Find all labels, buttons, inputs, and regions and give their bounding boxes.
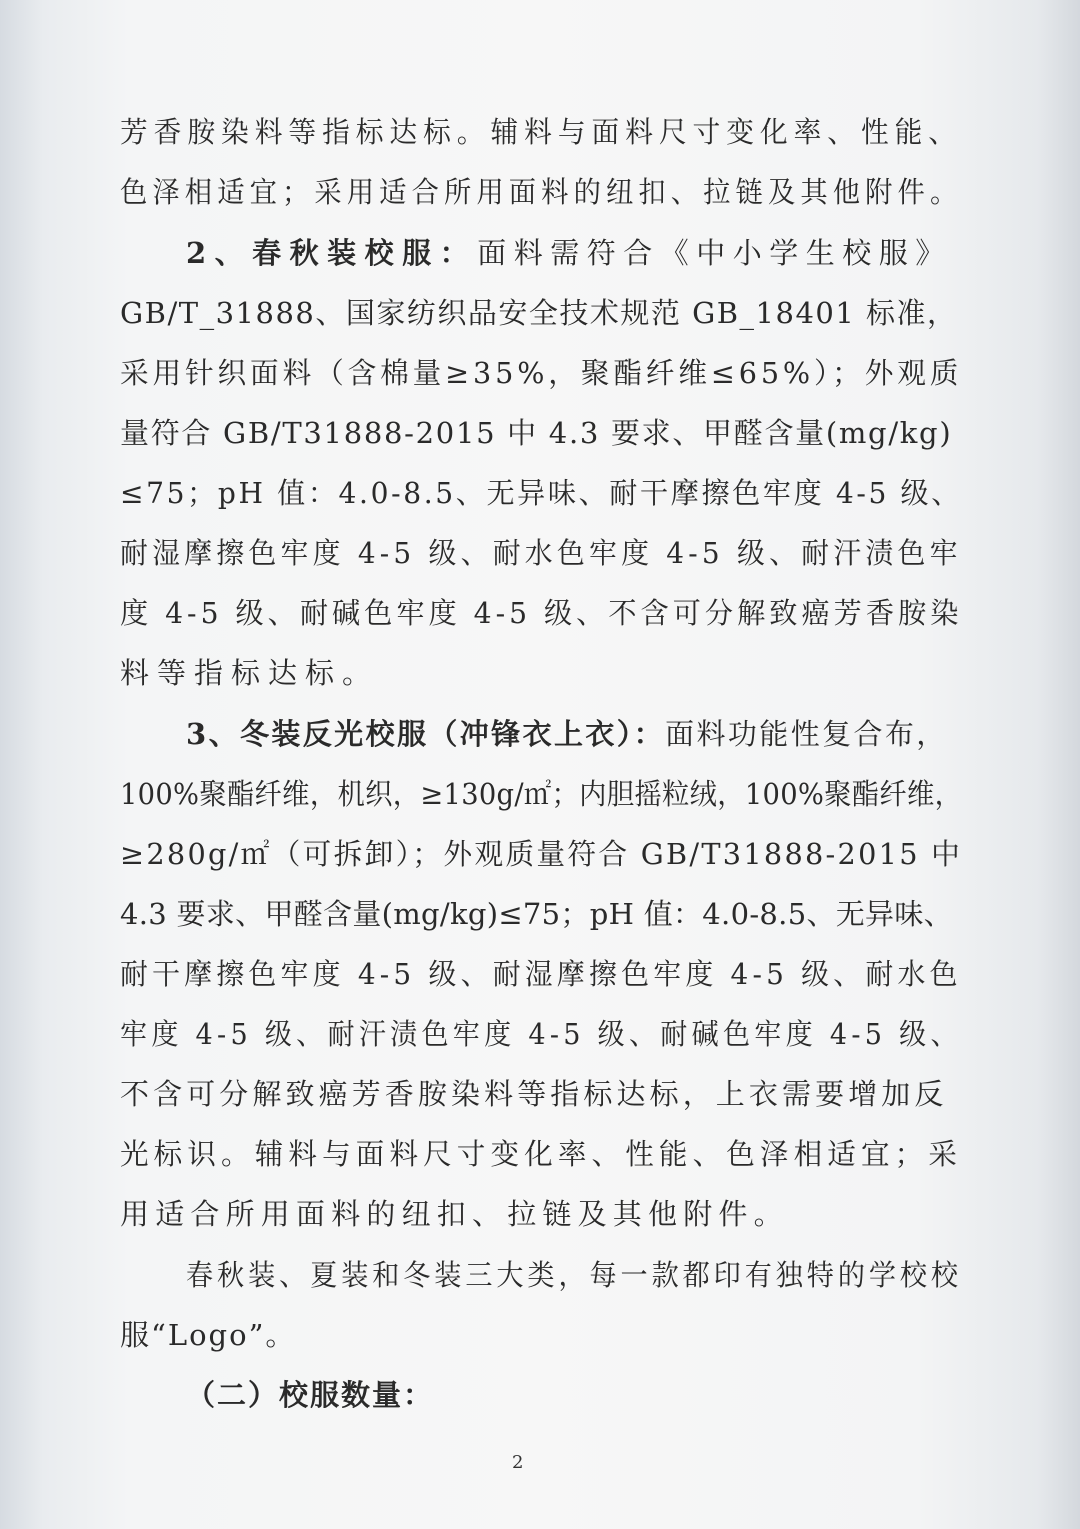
text-line: 料等指标达标。 [120, 656, 380, 690]
text-line: 量符合 GB/T31888-2015 中 4.3 要求、甲醛含量(mg/kg) [120, 416, 953, 450]
text-line: 牢度 4-5 级、耐汗渍色牢度 4-5 级、耐碱色牢度 4-5 级、 [120, 1017, 962, 1051]
section-2-heading: 2、春秋装校服： [186, 236, 478, 270]
text-line: 芳香胺染料等指标达标。辅料与面料尺寸变化率、性能、 [120, 115, 962, 149]
text-line: 耐湿摩擦色牢度 4-5 级、耐水色牢度 4-5 级、耐汗渍色牢 [120, 536, 962, 570]
text-line: 不含可分解致癌芳香胺染料等指标达标，上衣需要增加反 [120, 1077, 948, 1111]
text-line: 度 4-5 级、耐碱色牢度 4-5 级、不含可分解致癌芳香胺染 [120, 596, 963, 630]
section-2-text: 面料需符合《中小学生校服》 [477, 236, 952, 270]
text-line: ≥280g/㎡（可拆卸）；外观质量符合 GB/T31888-2015 中 [120, 837, 963, 871]
section-heading-quantity: （二）校服数量： [186, 1378, 435, 1412]
section-3-heading: 3、冬装反光校服（冲锋衣上衣）： [186, 717, 666, 751]
text-line: 春秋装、夏装和冬装三大类，每一款都印有独特的学校校 [186, 1258, 962, 1292]
text-line: 服“Logo”。 [120, 1318, 297, 1352]
text-line: GB/T_31888、国家纺织品安全技术规范 GB_18401 标准， [120, 296, 958, 330]
text-line: 光标识。辅料与面料尺寸变化率、性能、色泽相适宜；采 [120, 1137, 963, 1171]
text-line: 耐干摩擦色牢度 4-5 级、耐湿摩擦色牢度 4-5 级、耐水色 [120, 957, 962, 991]
section-3-line [186, 714, 948, 754]
text-line: 4.3 要求、甲醛含量(mg/kg)≤75；pH 值：4.0-8.5、无异味、 [120, 897, 953, 931]
text-line: 采用针织面料（含棉量≥35%，聚酯纤维≤65%）；外观质 [120, 356, 963, 390]
text-line: 用适合所用面料的纽扣、拉链及其他附件。 [120, 1197, 789, 1231]
text-line: ≤75；pH 值：4.0-8.5、无异味、耐干摩擦色牢度 4-5 级、 [120, 476, 962, 510]
page-number: 2 [512, 1452, 524, 1473]
text-line: 色泽相适宜；采用适合所用面料的纽扣、拉链及其他附件。 [120, 175, 963, 209]
text-line: 100%聚酯纤维，机织，≥130g/㎡；内胆摇粒绒，100%聚酯纤维， [120, 777, 963, 811]
section-3-text: 面料功能性复合布， [665, 717, 948, 751]
section-2-line [186, 233, 952, 273]
